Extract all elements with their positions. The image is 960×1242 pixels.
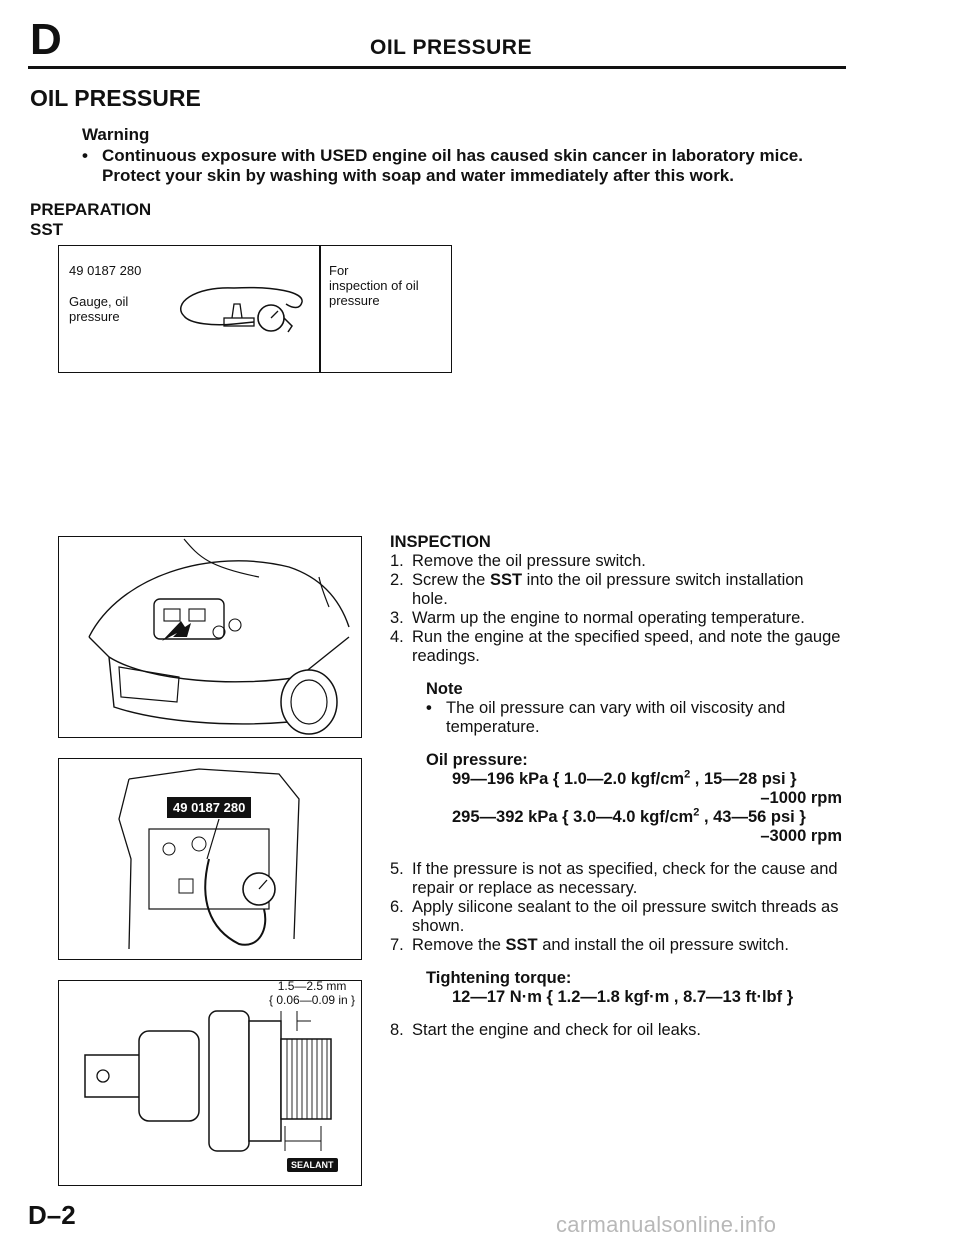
warning-text: Continuous exposure with USED engine oil has caused skin cancer in laboratory mice. Protect your skin by washing with soap and water immediately after this work.	[102, 146, 803, 185]
figure-switch-sealant	[58, 980, 362, 1186]
sst-tool-number: 49 0187 280	[69, 263, 142, 278]
page-title: OIL PRESSURE	[30, 85, 201, 111]
inspection-step	[390, 898, 842, 936]
sst-purpose-line2: inspection of oil	[329, 278, 419, 293]
inspection-section	[390, 533, 842, 1040]
watermark: carmanualsonline.info	[556, 1212, 777, 1237]
figure-switch-location	[58, 536, 362, 738]
page-number: D–2	[28, 1200, 76, 1230]
sst-tool-name	[69, 294, 128, 324]
oil-pressure-switch-illustration	[59, 981, 361, 1185]
spec-1000-rpm	[390, 770, 842, 789]
warning-text-block	[82, 146, 852, 186]
inspection-step	[390, 936, 842, 955]
step-text	[412, 898, 842, 936]
warning-label: Warning	[82, 125, 150, 144]
step-number: 6.	[390, 898, 404, 916]
step-text-bold: SST	[505, 936, 538, 954]
header-rule	[28, 66, 846, 69]
step-number: 7.	[390, 936, 404, 954]
step-number: 5.	[390, 860, 404, 878]
preparation-heading: PREPARATION	[30, 200, 152, 219]
torque-spec	[390, 969, 842, 988]
spec2-part-b: , 43—56 psi }	[699, 808, 806, 826]
step-text	[412, 571, 842, 609]
step-text	[412, 628, 842, 666]
step-text	[412, 860, 842, 898]
step-text-pre: Screw the	[412, 571, 490, 589]
step-text-pre: Remove the	[412, 936, 506, 954]
spec2-rpm: –3000 rpm	[760, 827, 842, 845]
thread-dim-in: { 0.06—0.09 in }	[269, 993, 356, 1007]
step-number: 2.	[390, 571, 404, 589]
inspection-step	[390, 609, 842, 628]
spec1-part-b: , 15—28 psi }	[690, 770, 797, 788]
oil-pressure-spec	[390, 751, 842, 770]
step-text-pre: Run the engine at the specified speed, and note the gauge readings.	[412, 628, 841, 665]
sst-tool-name-line1: Gauge, oil	[69, 294, 129, 309]
step-number: 3.	[390, 609, 404, 627]
step-text	[412, 552, 646, 571]
step-text-post: into the oil pressure switch installation hole.	[412, 571, 804, 608]
step-number: 4.	[390, 628, 404, 646]
step-text-post: and install the oil pressure switch.	[537, 936, 789, 954]
thread-dimension	[269, 980, 355, 1007]
inspection-step	[390, 860, 842, 898]
sealant-label: SEALANT	[287, 1158, 338, 1172]
inspection-steps-a	[390, 552, 842, 666]
spec2-part-a: 295—392 kPa { 3.0—4.0 kgf/cm	[452, 808, 694, 826]
oil-pressure-label: Oil pressure:	[426, 751, 528, 769]
spec2-sup: 2	[693, 806, 700, 819]
spec-3000-rpm	[390, 808, 842, 827]
step-number: 8.	[390, 1021, 404, 1039]
section-letter: D	[30, 15, 62, 64]
step-text	[412, 609, 805, 628]
inspection-step	[390, 571, 842, 609]
spec1-part-a: 99—196 kPa { 1.0—2.0 kgf/cm	[452, 770, 685, 788]
step-text	[412, 936, 789, 955]
sst-heading: SST	[30, 220, 64, 239]
spec1-rpm: –1000 rpm	[760, 789, 842, 807]
note-item	[426, 699, 842, 737]
sst-tool-name-line2: pressure	[69, 309, 120, 324]
engine-gauge-illustration	[59, 759, 361, 959]
sst-table-divider	[319, 246, 321, 372]
note-block	[390, 680, 842, 737]
header-title: OIL PRESSURE	[370, 36, 532, 59]
note-text: The oil pressure can vary with oil viscosity and temperature.	[446, 699, 786, 736]
torque-label: Tightening torque:	[426, 969, 572, 987]
sst-table	[58, 245, 452, 373]
inspection-heading: INSPECTION	[390, 533, 491, 551]
step-text-pre: Warm up the engine to normal operating temperature.	[412, 609, 805, 627]
sst-tool-purpose	[329, 263, 419, 308]
thread-dim-mm: 1.5—2.5 mm	[277, 980, 347, 993]
step-number: 1.	[390, 552, 404, 570]
inspection-step-8	[390, 1021, 842, 1040]
bullet-icon: •	[426, 699, 432, 717]
gauge-callout-label: 49 0187 280	[167, 797, 251, 818]
step-text-pre: Remove the oil pressure switch.	[412, 552, 646, 570]
spec1-sup: 2	[684, 768, 691, 781]
step-text-bold: SST	[489, 571, 523, 589]
oil-pressure-gauge-icon	[164, 274, 314, 344]
inspection-steps-b	[390, 860, 842, 955]
note-label: Note	[426, 680, 463, 698]
sst-purpose-line3: pressure	[329, 293, 380, 308]
car-engine-bay-illustration	[59, 537, 361, 737]
inspection-step	[390, 628, 842, 666]
step-text-pre: If the pressure is not as specified, check for the cause and repair or replace as necessary.	[412, 860, 838, 897]
figure-gauge-installed	[58, 758, 362, 960]
sst-purpose-line1: For	[329, 263, 349, 278]
step-text-pre: Apply silicone sealant to the oil pressure switch threads as shown.	[412, 898, 839, 935]
inspection-step	[390, 552, 842, 571]
bullet-icon: •	[82, 146, 88, 165]
torque-value: 12—17 N·m { 1.2—1.8 kgf·m , 8.7—13 ft·lbf }	[452, 988, 794, 1006]
step-text: Start the engine and check for oil leaks.	[412, 1021, 701, 1039]
preparation-heading-block	[30, 200, 151, 240]
